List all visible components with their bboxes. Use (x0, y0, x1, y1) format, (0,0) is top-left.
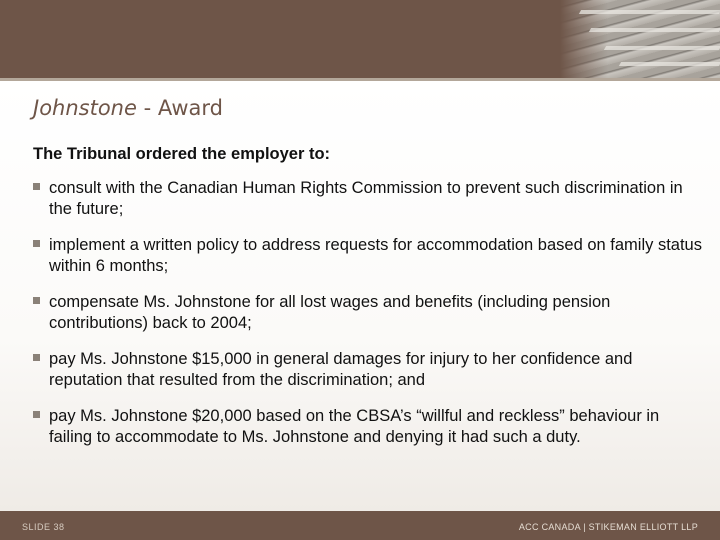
slide-title (33, 96, 223, 120)
slide-title-name: Johnstone (33, 96, 137, 120)
bullet-text: pay Ms. Johnstone $20,000 based on the CBSA’s “willful and reckless” behaviour in failing to accommodate to Ms. Johnstone and denying it had such a duty. (49, 407, 660, 446)
footer-firm: ACC CANADA | STIKEMAN ELLIOTT LLP (518, 522, 698, 532)
bullet-text: compensate Ms. Johnstone for all lost wages and benefits (including pension contributions) back to 2004; (49, 293, 611, 332)
list-item (33, 349, 703, 391)
bullet-square-icon (33, 183, 40, 190)
intro-text: The Tribunal ordered the employer to: (33, 145, 331, 163)
bullet-text: consult with the Canadian Human Rights Commission to prevent such discrimination in the future; (49, 179, 683, 218)
bullet-square-icon (33, 354, 40, 361)
slide-number: SLIDE 38 (22, 522, 65, 532)
slide-title-suffix: - Award (136, 96, 224, 120)
bullet-text: implement a written policy to address requests for accommodation based on family status within 6 months; (49, 236, 702, 275)
list-item (33, 406, 703, 448)
bullet-square-icon (33, 240, 40, 247)
list-item (33, 178, 703, 220)
bullet-text: pay Ms. Johnstone $15,000 in general damages for injury to her confidence and reputation that resulted from the discrimination; and (49, 350, 633, 389)
bullet-square-icon (33, 411, 40, 418)
list-item (33, 292, 703, 334)
list-item (33, 235, 703, 277)
bullet-square-icon (33, 297, 40, 304)
header-photo (560, 0, 720, 78)
bullet-list (33, 178, 703, 463)
